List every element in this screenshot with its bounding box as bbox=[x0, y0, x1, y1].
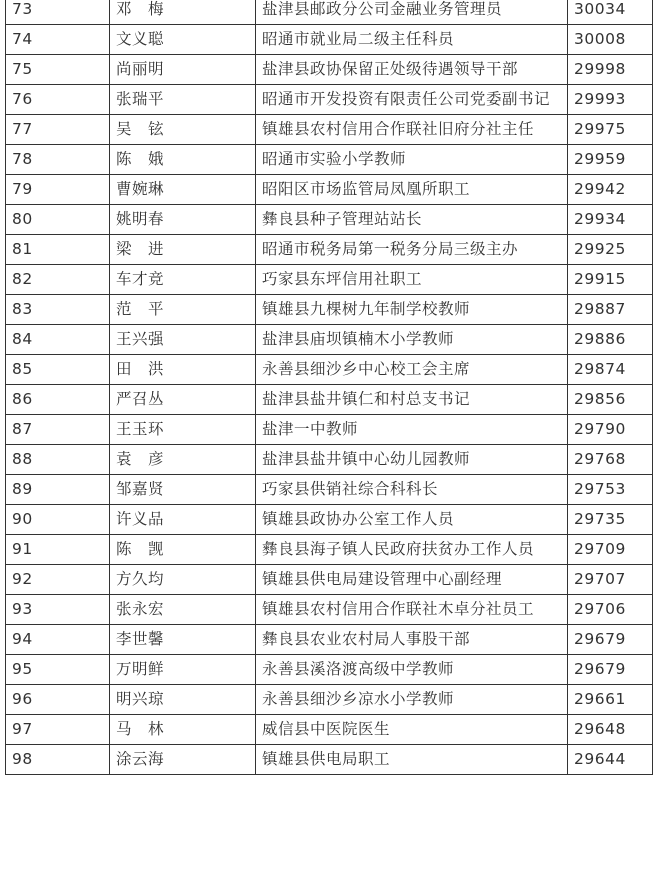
rank-number-cell: 85 bbox=[6, 355, 110, 385]
rank-number-cell: 88 bbox=[6, 445, 110, 475]
score-cell: 29661 bbox=[568, 685, 653, 715]
person-name-cell: 田 洪 bbox=[110, 355, 256, 385]
work-unit-cell: 盐津县政协保留正处级待遇领导干部 bbox=[256, 55, 568, 85]
person-name-cell: 李世馨 bbox=[110, 625, 256, 655]
work-unit-cell: 镇雄县供电局职工 bbox=[256, 745, 568, 775]
rank-number-cell: 96 bbox=[6, 685, 110, 715]
rank-number-cell: 94 bbox=[6, 625, 110, 655]
work-unit-cell: 彝良县农业农村局人事股干部 bbox=[256, 625, 568, 655]
work-unit-cell: 镇雄县九棵树九年制学校教师 bbox=[256, 295, 568, 325]
rank-number-cell: 78 bbox=[6, 145, 110, 175]
rank-number-cell: 77 bbox=[6, 115, 110, 145]
table-row bbox=[6, 265, 653, 295]
table-row bbox=[6, 235, 653, 265]
table-row bbox=[6, 535, 653, 565]
score-cell: 29790 bbox=[568, 415, 653, 445]
person-name-cell: 许义品 bbox=[110, 505, 256, 535]
table-row bbox=[6, 655, 653, 685]
score-cell: 29959 bbox=[568, 145, 653, 175]
rank-number-cell: 98 bbox=[6, 745, 110, 775]
score-cell: 30008 bbox=[568, 25, 653, 55]
work-unit-cell: 盐津县庙坝镇楠木小学教师 bbox=[256, 325, 568, 355]
score-cell: 29934 bbox=[568, 205, 653, 235]
table-row bbox=[6, 415, 653, 445]
table-row bbox=[6, 25, 653, 55]
person-name-cell: 邹嘉贤 bbox=[110, 475, 256, 505]
table-row bbox=[6, 625, 653, 655]
person-name-cell: 文义聪 bbox=[110, 25, 256, 55]
work-unit-cell: 昭阳区市场监管局凤凰所职工 bbox=[256, 175, 568, 205]
table-row bbox=[6, 745, 653, 775]
score-cell: 30034 bbox=[568, 0, 653, 25]
table-row bbox=[6, 55, 653, 85]
score-cell: 29925 bbox=[568, 235, 653, 265]
score-cell: 29707 bbox=[568, 565, 653, 595]
work-unit-cell: 永善县溪洛渡高级中学教师 bbox=[256, 655, 568, 685]
person-name-cell: 张瑞平 bbox=[110, 85, 256, 115]
score-cell: 29644 bbox=[568, 745, 653, 775]
person-name-cell: 明兴琼 bbox=[110, 685, 256, 715]
table-row bbox=[6, 505, 653, 535]
person-name-cell: 范 平 bbox=[110, 295, 256, 325]
person-name-cell: 陈 觊 bbox=[110, 535, 256, 565]
table-row bbox=[6, 115, 653, 145]
work-unit-cell: 巧家县东坪信用社职工 bbox=[256, 265, 568, 295]
work-unit-cell: 昭通市开发投资有限责任公司党委副书记 bbox=[256, 85, 568, 115]
rank-number-cell: 80 bbox=[6, 205, 110, 235]
person-name-cell: 姚明春 bbox=[110, 205, 256, 235]
rank-number-cell: 97 bbox=[6, 715, 110, 745]
score-cell: 29768 bbox=[568, 445, 653, 475]
score-cell: 29648 bbox=[568, 715, 653, 745]
rank-number-cell: 81 bbox=[6, 235, 110, 265]
rank-number-cell: 73 bbox=[6, 0, 110, 25]
person-name-cell: 曹婉琳 bbox=[110, 175, 256, 205]
rank-number-cell: 90 bbox=[6, 505, 110, 535]
rank-number-cell: 91 bbox=[6, 535, 110, 565]
work-unit-cell: 盐津县盐井镇中心幼儿园教师 bbox=[256, 445, 568, 475]
work-unit-cell: 昭通市实验小学教师 bbox=[256, 145, 568, 175]
person-name-cell: 张永宏 bbox=[110, 595, 256, 625]
rank-number-cell: 75 bbox=[6, 55, 110, 85]
work-unit-cell: 盐津县盐井镇仁和村总支书记 bbox=[256, 385, 568, 415]
work-unit-cell: 威信县中医院医生 bbox=[256, 715, 568, 745]
work-unit-cell: 彝良县海子镇人民政府扶贫办工作人员 bbox=[256, 535, 568, 565]
work-unit-cell: 镇雄县供电局建设管理中心副经理 bbox=[256, 565, 568, 595]
score-cell: 29735 bbox=[568, 505, 653, 535]
table-body bbox=[6, 0, 653, 775]
rank-number-cell: 95 bbox=[6, 655, 110, 685]
score-cell: 29874 bbox=[568, 355, 653, 385]
ranking-table bbox=[5, 0, 653, 775]
table-row bbox=[6, 475, 653, 505]
work-unit-cell: 昭通市就业局二级主任科员 bbox=[256, 25, 568, 55]
table-row bbox=[6, 325, 653, 355]
person-name-cell: 马 林 bbox=[110, 715, 256, 745]
work-unit-cell: 永善县细沙乡中心校工会主席 bbox=[256, 355, 568, 385]
rank-number-cell: 93 bbox=[6, 595, 110, 625]
rank-number-cell: 92 bbox=[6, 565, 110, 595]
score-cell: 29942 bbox=[568, 175, 653, 205]
person-name-cell: 万明鲜 bbox=[110, 655, 256, 685]
rank-number-cell: 86 bbox=[6, 385, 110, 415]
work-unit-cell: 盐津一中教师 bbox=[256, 415, 568, 445]
score-cell: 29886 bbox=[568, 325, 653, 355]
person-name-cell: 涂云海 bbox=[110, 745, 256, 775]
person-name-cell: 吴 铉 bbox=[110, 115, 256, 145]
person-name-cell: 王玉环 bbox=[110, 415, 256, 445]
person-name-cell: 陈 娥 bbox=[110, 145, 256, 175]
score-cell: 29753 bbox=[568, 475, 653, 505]
score-cell: 29679 bbox=[568, 625, 653, 655]
work-unit-cell: 巧家县供销社综合科科长 bbox=[256, 475, 568, 505]
score-cell: 29706 bbox=[568, 595, 653, 625]
table-row bbox=[6, 85, 653, 115]
table-row bbox=[6, 595, 653, 625]
table-row bbox=[6, 175, 653, 205]
person-name-cell: 严召丛 bbox=[110, 385, 256, 415]
table-row bbox=[6, 145, 653, 175]
rank-number-cell: 84 bbox=[6, 325, 110, 355]
table-row bbox=[6, 0, 653, 25]
rank-number-cell: 76 bbox=[6, 85, 110, 115]
table-row bbox=[6, 205, 653, 235]
score-cell: 29915 bbox=[568, 265, 653, 295]
work-unit-cell: 盐津县邮政分公司金融业务管理员 bbox=[256, 0, 568, 25]
table-row bbox=[6, 385, 653, 415]
table-row bbox=[6, 565, 653, 595]
table-row bbox=[6, 445, 653, 475]
work-unit-cell: 永善县细沙乡凉水小学教师 bbox=[256, 685, 568, 715]
person-name-cell: 梁 进 bbox=[110, 235, 256, 265]
rank-number-cell: 83 bbox=[6, 295, 110, 325]
rank-number-cell: 87 bbox=[6, 415, 110, 445]
score-cell: 29993 bbox=[568, 85, 653, 115]
work-unit-cell: 镇雄县政协办公室工作人员 bbox=[256, 505, 568, 535]
table-row bbox=[6, 355, 653, 385]
table-row bbox=[6, 685, 653, 715]
person-name-cell: 邓 梅 bbox=[110, 0, 256, 25]
score-cell: 29679 bbox=[568, 655, 653, 685]
person-name-cell: 袁 彦 bbox=[110, 445, 256, 475]
work-unit-cell: 镇雄县农村信用合作联社木卓分社员工 bbox=[256, 595, 568, 625]
work-unit-cell: 昭通市税务局第一税务分局三级主办 bbox=[256, 235, 568, 265]
work-unit-cell: 彝良县种子管理站站长 bbox=[256, 205, 568, 235]
person-name-cell: 尚丽明 bbox=[110, 55, 256, 85]
rank-number-cell: 79 bbox=[6, 175, 110, 205]
person-name-cell: 方久均 bbox=[110, 565, 256, 595]
score-cell: 29887 bbox=[568, 295, 653, 325]
table-row bbox=[6, 295, 653, 325]
work-unit-cell: 镇雄县农村信用合作联社旧府分社主任 bbox=[256, 115, 568, 145]
score-cell: 29856 bbox=[568, 385, 653, 415]
rank-number-cell: 82 bbox=[6, 265, 110, 295]
table-row bbox=[6, 715, 653, 745]
person-name-cell: 王兴强 bbox=[110, 325, 256, 355]
score-cell: 29998 bbox=[568, 55, 653, 85]
rank-number-cell: 89 bbox=[6, 475, 110, 505]
person-name-cell: 车才竞 bbox=[110, 265, 256, 295]
score-cell: 29709 bbox=[568, 535, 653, 565]
score-cell: 29975 bbox=[568, 115, 653, 145]
rank-number-cell: 74 bbox=[6, 25, 110, 55]
